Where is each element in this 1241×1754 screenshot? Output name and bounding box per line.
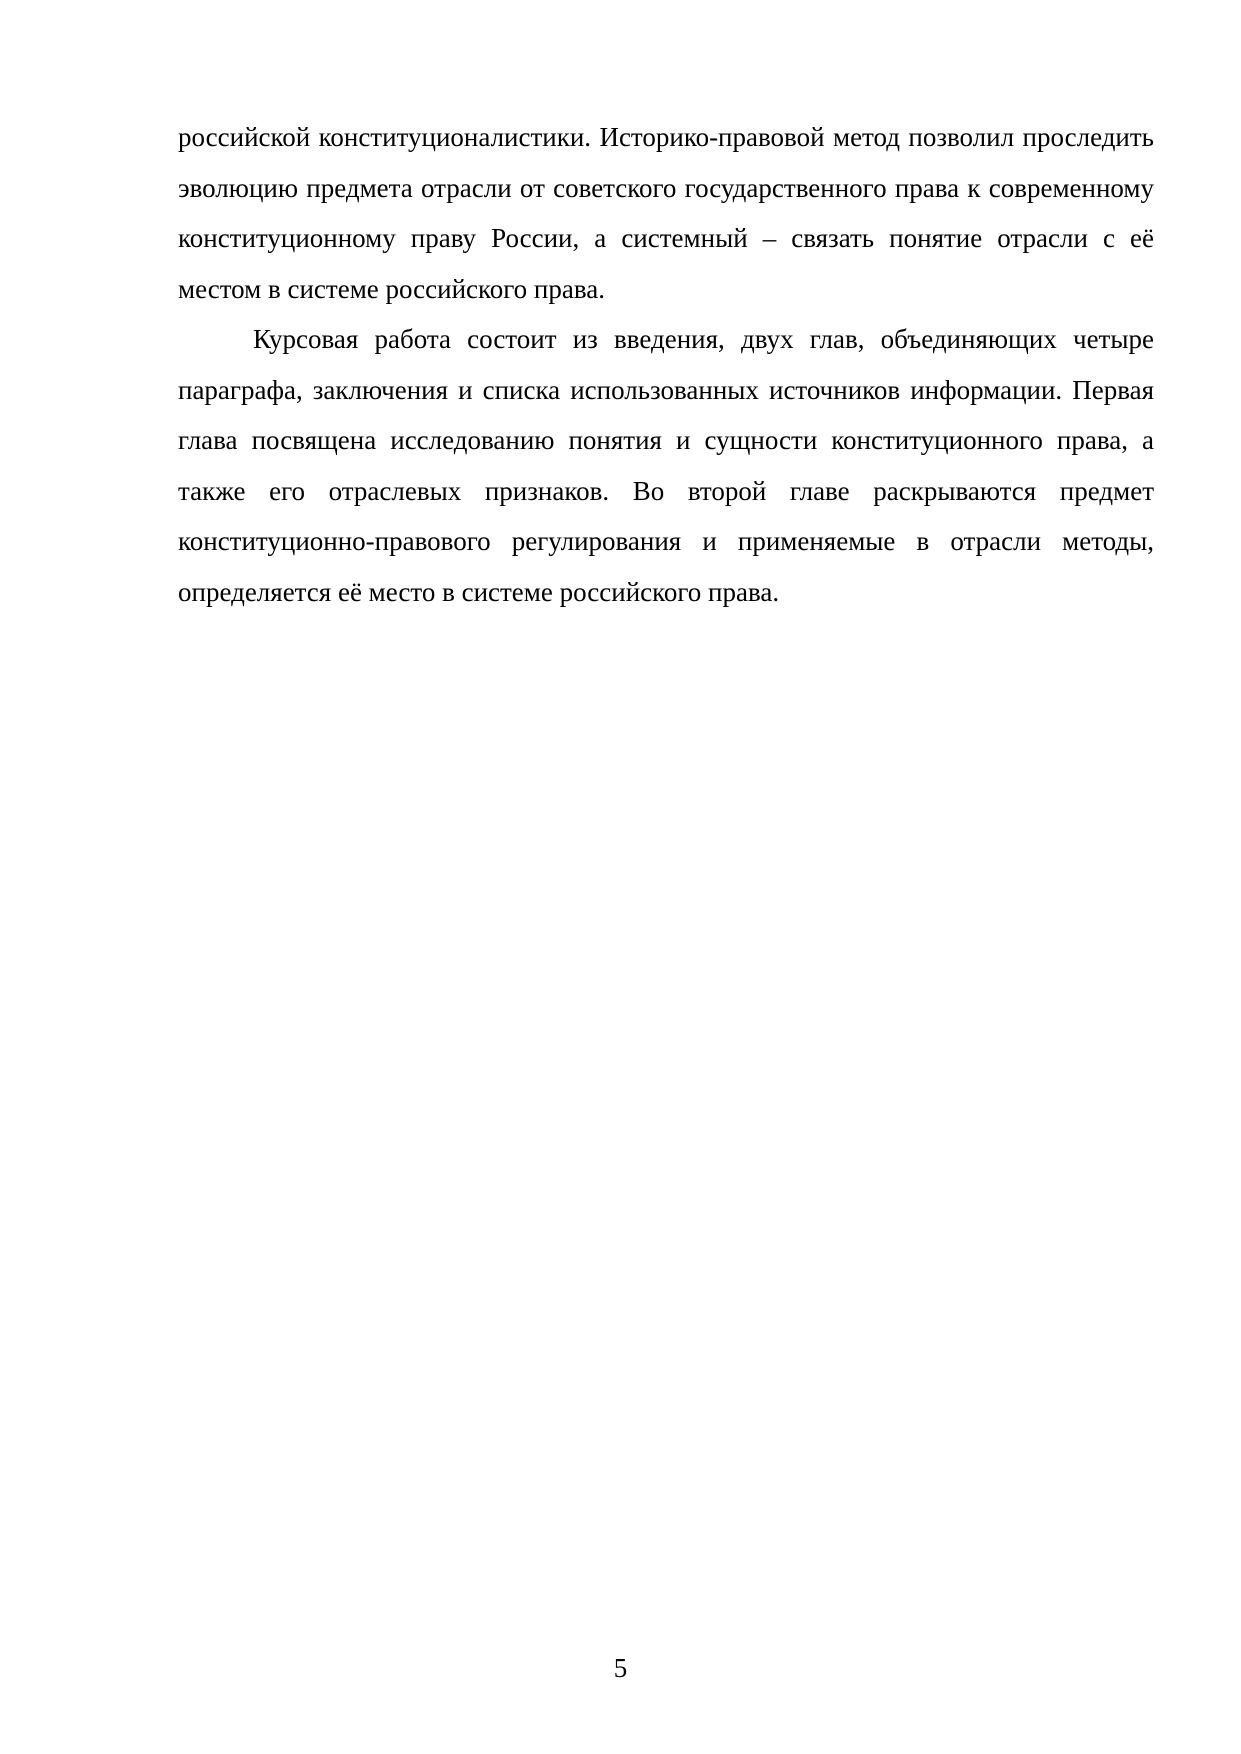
body-text <box>178 112 1154 617</box>
paragraph-structure: Курсовая работа состоит из введения, двух глав, объединяющих четыре параграфа, заключения и списка использованных источников информации. Первая глава посвящена исследованию понятия и сущности конституционного права, а также его отраслевых признаков. Во второй главе раскрываются предмет конституционно-правового регулирования и применяемые в отрасли методы, определяется её место в системе российского права. <box>178 324 1154 607</box>
paragraph-continuation: российской конституционалистики. Историко-правовой метод позволил проследить эволюцию предмета отрасли от советского государственного права к современному конституционному праву России, а системный – связать понятие отрасли с её местом в системе российского права. <box>178 122 1154 304</box>
page-number: 5 <box>613 1653 628 1683</box>
